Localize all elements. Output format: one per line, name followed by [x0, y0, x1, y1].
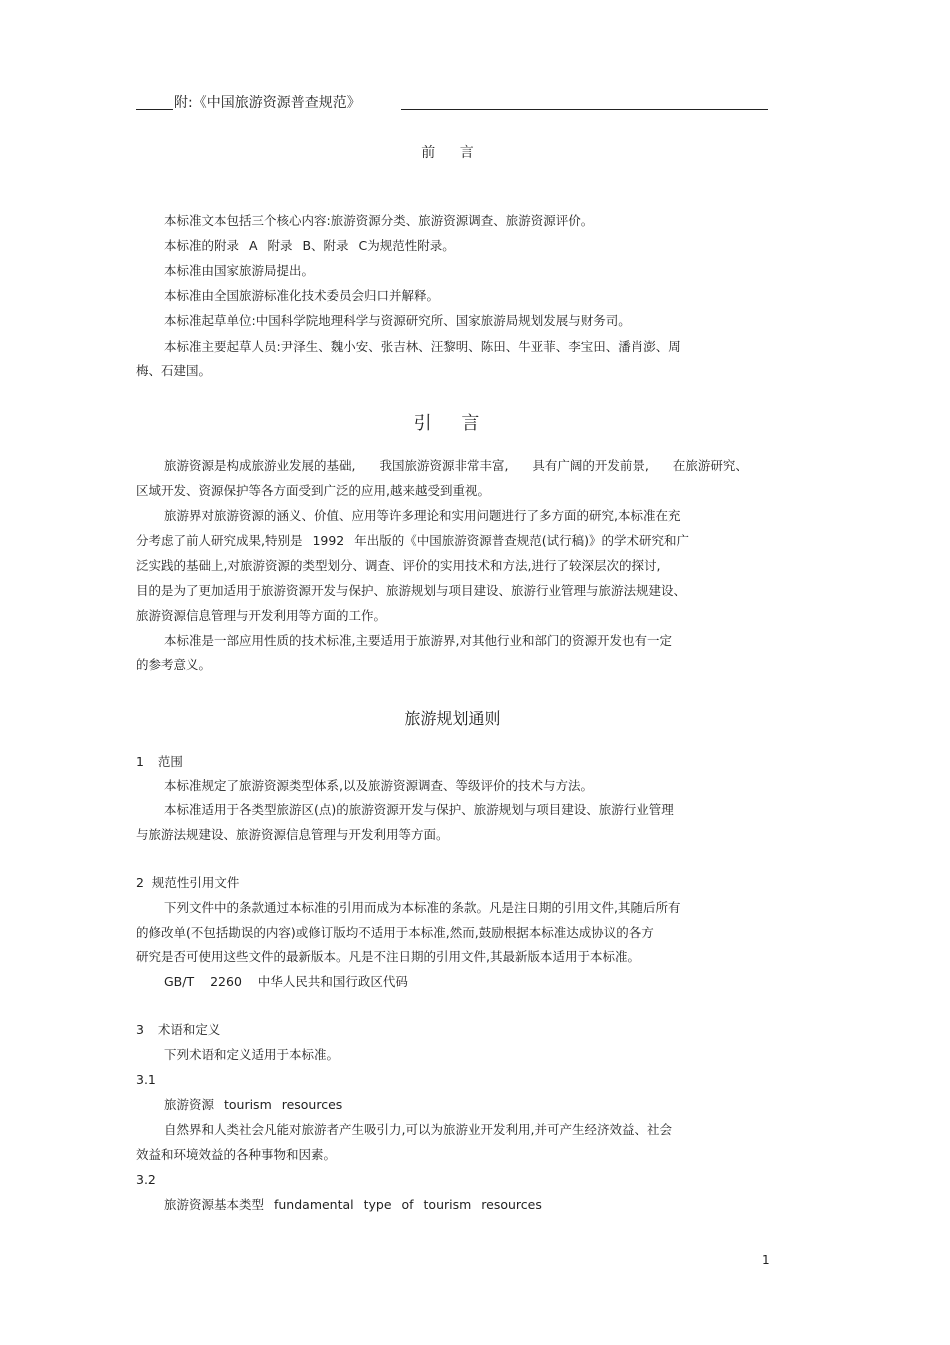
intro-line: 旅游资源信息管理与开发利用等方面的工作。 [136, 608, 387, 623]
section-heading: 1 范围 [136, 754, 183, 769]
intro-title: 引 言 [413, 413, 492, 434]
foreword-line: 本标准的附录 A 附录 B、附录 C为规范性附录。 [164, 238, 455, 253]
subsection-number: 3.1 [136, 1072, 156, 1087]
intro-line: 旅游资源是构成旅游业发展的基础, 我国旅游资源非常丰富, 具有广阔的开发前景, 在旅游研究、 [164, 458, 748, 473]
body-line: 下列术语和定义适用于本标准。 [164, 1047, 340, 1062]
term-line: 旅游资源 tourism resources [164, 1097, 343, 1112]
intro-line: 泛实践的基础上,对旅游资源的类型划分、调查、评价的实用技术和方法,进行了较深层次的探讨, [136, 558, 661, 573]
header-rule-left [136, 109, 173, 110]
section-heading: 3 术语和定义 [136, 1022, 221, 1037]
intro-line: 分考虑了前人研究成果,特别是 1992 年出版的《中国旅游资源普查规范(试行稿)》的学术研究和广 [136, 533, 689, 548]
page-number: 1 [762, 1253, 770, 1267]
foreword-line: 本标准起草单位:中国科学院地理科学与资源研究所、国家旅游局规划发展与财务司。 [164, 313, 631, 328]
body-line: 的修改单(不包括勘误的内容)或修订版均不适用于本标准,然而,鼓励根据本标准达成协议的各方 [136, 925, 654, 940]
intro-line: 旅游界对旅游资源的涵义、价值、应用等许多理论和实用问题进行了多方面的研究,本标准在充 [164, 508, 681, 523]
body-line: 下列文件中的条款通过本标准的引用而成为本标准的条款。凡是注日期的引用文件,其随后所有 [164, 900, 681, 915]
foreword-line: 梅、石建国。 [136, 363, 212, 378]
page-header [136, 90, 769, 114]
foreword-line: 本标准主要起草人员:尹泽生、魏小安、张吉林、汪黎明、陈田、牛亚菲、李宝田、潘肖澎、周 [164, 339, 681, 354]
foreword-title: 前 言 [421, 145, 484, 161]
header-title: 附:《中国旅游资源普查规范》 [174, 95, 361, 111]
body-line: 研究是否可使用这些文件的最新版本。凡是不注日期的引用文件,其最新版本适用于本标准。 [136, 949, 640, 964]
subsection-number: 3.2 [136, 1172, 156, 1187]
intro-line: 区域开发、资源保护等各方面受到广泛的应用,越来越受到重视。 [136, 483, 490, 498]
foreword-line: 本标准文本包括三个核心内容:旅游资源分类、旅游资源调查、旅游资源评价。 [164, 213, 594, 228]
body-line: 效益和环境效益的各种事物和因素。 [136, 1147, 337, 1162]
term-line: 旅游资源基本类型 fundamental type of tourism resources [164, 1197, 542, 1212]
general-title: 旅游规划通则 [404, 709, 501, 728]
foreword-line: 本标准由国家旅游局提出。 [164, 263, 315, 278]
body-line: 本标准规定了旅游资源类型体系,以及旅游资源调查、等级评价的技术与方法。 [164, 778, 593, 793]
section-heading: 2 规范性引用文件 [136, 875, 240, 890]
body-line: 本标准适用于各类型旅游区(点)的旅游资源开发与保护、旅游规划与项目建设、旅游行业管理 [164, 802, 674, 817]
intro-line: 的参考意义。 [136, 657, 212, 672]
body-line: 自然界和人类社会凡能对旅游者产生吸引力,可以为旅游业开发利用,并可产生经济效益、社会 [164, 1122, 672, 1137]
header-rule-right [401, 109, 768, 110]
intro-line: 本标准是一部应用性质的技术标准,主要适用于旅游界,对其他行业和部门的资源开发也有一定 [164, 633, 672, 648]
body-line: 与旅游法规建设、旅游资源信息管理与开发利用等方面。 [136, 827, 449, 842]
reference-item: GB/T 2260 中华人民共和国行政区代码 [164, 974, 408, 989]
intro-line: 目的是为了更加适用于旅游资源开发与保护、旅游规划与项目建设、旅游行业管理与旅游法规建设、 [136, 583, 687, 598]
foreword-line: 本标准由全国旅游标准化技术委员会归口并解释。 [164, 288, 440, 303]
